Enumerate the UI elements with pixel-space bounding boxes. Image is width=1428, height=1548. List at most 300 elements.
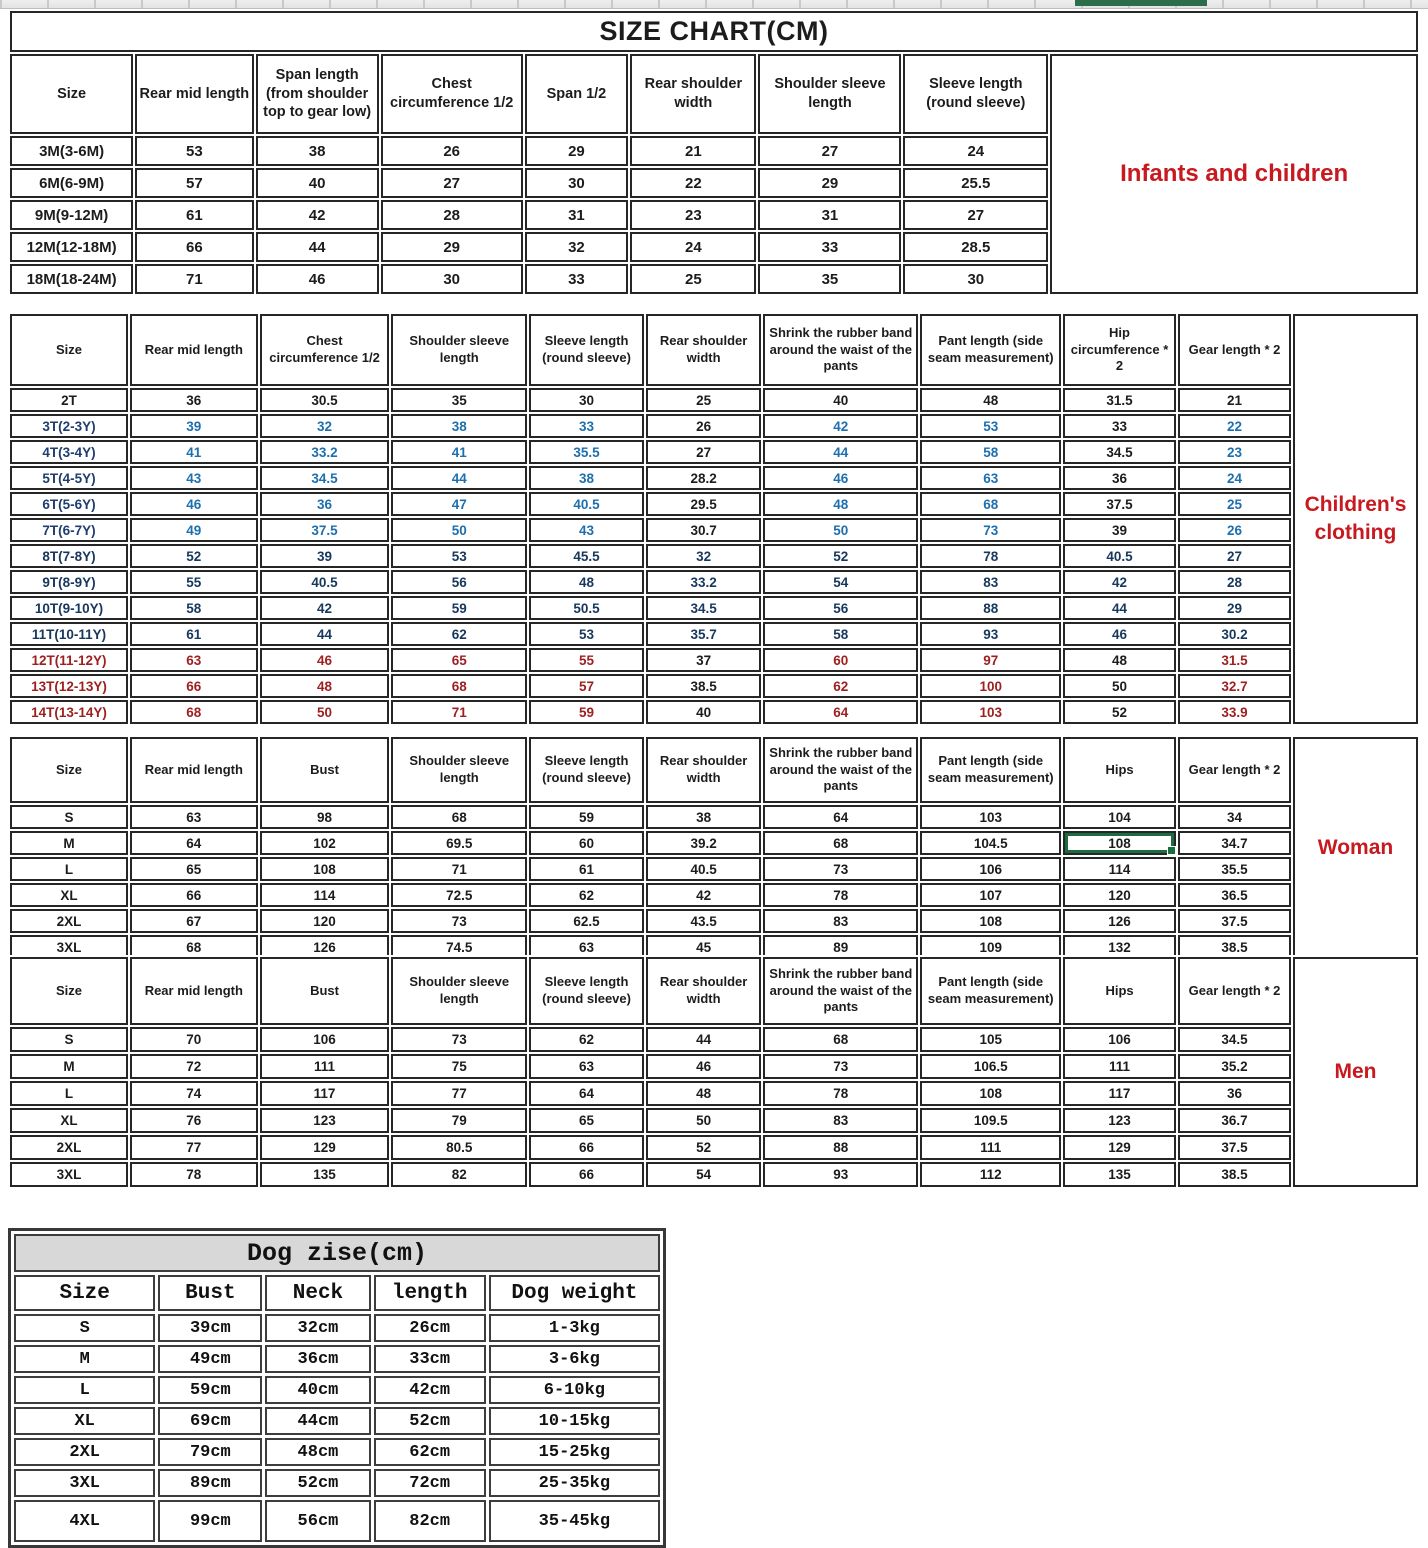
- size-value-cell: 50: [763, 518, 918, 542]
- size-value-cell: 39: [130, 414, 258, 438]
- table-row: [10, 518, 1418, 542]
- table-row: [10, 1162, 1418, 1187]
- size-value-cell: 123: [260, 1108, 390, 1133]
- column-header: Rear shoulder width: [630, 54, 756, 134]
- size-value-cell: 31: [525, 200, 629, 230]
- size-value-cell: 42: [256, 200, 379, 230]
- size-value-cell: 30.5: [260, 388, 390, 412]
- size-value-cell: 126: [1063, 909, 1176, 933]
- size-value-cell: 70: [130, 1027, 258, 1052]
- size-value-cell: 33.2: [260, 440, 390, 464]
- size-value-cell: 82: [391, 1162, 527, 1187]
- size-value-cell: 37.5: [260, 518, 390, 542]
- size-value-cell: 38.5: [646, 674, 761, 698]
- size-value-cell: 93: [920, 622, 1061, 646]
- row-size-label: M: [14, 1345, 155, 1373]
- size-value-cell: 31: [758, 200, 901, 230]
- row-size-label: 3XL: [10, 935, 128, 959]
- table-row: [10, 805, 1418, 829]
- size-value-cell: 50: [646, 1108, 761, 1133]
- size-value-cell: 58: [920, 440, 1061, 464]
- size-value-cell: 44: [763, 440, 918, 464]
- size-value-cell: 106: [920, 857, 1061, 881]
- size-value-cell: 50: [391, 518, 527, 542]
- row-size-label: 4T(3-4Y): [10, 440, 128, 464]
- column-header: Rear shoulder width: [646, 314, 761, 386]
- row-size-label: 2XL: [10, 1135, 128, 1160]
- size-value-cell: 63: [529, 935, 644, 959]
- table-row: [10, 314, 1418, 386]
- size-value-cell: 29: [381, 232, 523, 262]
- size-value-cell: 22: [630, 168, 756, 198]
- size-value-cell: 34.5: [1063, 440, 1176, 464]
- size-value-cell: 42: [260, 596, 390, 620]
- size-value-cell: 44: [391, 466, 527, 490]
- column-header: Neck: [265, 1275, 370, 1311]
- size-value-cell: 28.2: [646, 466, 761, 490]
- size-value-cell: 33: [525, 264, 629, 294]
- category-label: Men: [1293, 957, 1418, 1187]
- size-value-cell: 111: [260, 1054, 390, 1079]
- men-size-table: [8, 955, 1420, 1189]
- size-value-cell: 103: [920, 700, 1061, 724]
- table-row: [10, 648, 1418, 672]
- category-label: Infants and children: [1050, 54, 1418, 294]
- table-row: [10, 737, 1418, 803]
- size-value-cell: 62.5: [529, 909, 644, 933]
- row-size-label: 9T(8-9Y): [10, 570, 128, 594]
- size-value-cell: 15-25kg: [489, 1438, 660, 1466]
- column-header: Shoulder sleeve length: [758, 54, 901, 134]
- size-value-cell: 42: [646, 883, 761, 907]
- size-value-cell: 37.5: [1178, 909, 1291, 933]
- size-value-cell: 32: [525, 232, 629, 262]
- column-header: Bust: [260, 737, 390, 803]
- size-value-cell: 46: [260, 648, 390, 672]
- size-value-cell: 35.5: [1178, 857, 1291, 881]
- table-row: [10, 883, 1418, 907]
- table-row: [14, 1469, 660, 1497]
- size-value-cell: 21: [630, 136, 756, 166]
- column-header: length: [374, 1275, 486, 1311]
- size-value-cell: 50: [1063, 674, 1176, 698]
- size-value-cell: 30.7: [646, 518, 761, 542]
- size-value-cell: 83: [763, 1108, 918, 1133]
- table-row: [10, 1081, 1418, 1106]
- size-value-cell: 64: [130, 831, 258, 855]
- table-row: [10, 674, 1418, 698]
- row-size-label: 6T(5-6Y): [10, 492, 128, 516]
- size-value-cell: 68: [391, 674, 527, 698]
- size-value-cell: 42cm: [374, 1376, 486, 1404]
- size-value-cell: 61: [135, 200, 253, 230]
- size-value-cell: 62cm: [374, 1438, 486, 1466]
- table-row: [14, 1275, 660, 1311]
- size-value-cell: 57: [529, 674, 644, 698]
- column-header: Gear length * 2: [1178, 314, 1291, 386]
- size-value-cell: 89: [763, 935, 918, 959]
- size-value-cell: 63: [130, 805, 258, 829]
- table-row: [14, 1345, 660, 1373]
- column-header: Sleeve length (round sleeve): [529, 957, 644, 1025]
- size-value-cell: 48: [763, 492, 918, 516]
- size-value-cell: 103: [920, 805, 1061, 829]
- size-value-cell: 78: [763, 1081, 918, 1106]
- size-value-cell: 52cm: [265, 1469, 370, 1497]
- size-value-cell: 32: [646, 544, 761, 568]
- size-value-cell: 132: [1063, 935, 1176, 959]
- size-value-cell: 129: [260, 1135, 390, 1160]
- column-header: Size: [14, 1275, 155, 1311]
- table-row: [10, 957, 1418, 1025]
- size-value-cell: 52: [130, 544, 258, 568]
- size-value-cell: 27: [381, 168, 523, 198]
- size-value-cell: 42: [1063, 570, 1176, 594]
- row-size-label: 12M(12-18M): [10, 232, 133, 262]
- size-value-cell: 40.5: [1063, 544, 1176, 568]
- row-size-label: 9M(9-12M): [10, 200, 133, 230]
- size-value-cell: 59: [529, 700, 644, 724]
- size-value-cell: 64: [529, 1081, 644, 1106]
- size-value-cell: 36: [260, 492, 390, 516]
- row-size-label: L: [10, 1081, 128, 1106]
- size-value-cell: 33: [1063, 414, 1176, 438]
- size-value-cell: 39: [1063, 518, 1176, 542]
- size-value-cell: 26: [1178, 518, 1291, 542]
- size-value-cell: 37: [646, 648, 761, 672]
- table-row: [10, 492, 1418, 516]
- size-value-cell: 107: [920, 883, 1061, 907]
- table-row: [10, 700, 1418, 724]
- size-value-cell: 6-10kg: [489, 1376, 660, 1404]
- infants-size-table: [8, 9, 1420, 296]
- size-value-cell: 35: [391, 388, 527, 412]
- size-value-cell: 77: [130, 1135, 258, 1160]
- size-value-cell: 38.5: [1178, 1162, 1291, 1187]
- size-value-cell: 28.5: [903, 232, 1048, 262]
- size-value-cell: 56: [763, 596, 918, 620]
- column-header: Bust: [158, 1275, 262, 1311]
- size-value-cell: 78: [763, 883, 918, 907]
- size-value-cell: 52cm: [374, 1407, 486, 1435]
- size-value-cell: 50.5: [529, 596, 644, 620]
- row-size-label: 18M(18-24M): [10, 264, 133, 294]
- size-value-cell: 63: [130, 648, 258, 672]
- row-size-label: M: [10, 1054, 128, 1079]
- size-value-cell: 40: [763, 388, 918, 412]
- size-value-cell: 1-3kg: [489, 1314, 660, 1342]
- size-value-cell: 129: [1063, 1135, 1176, 1160]
- spreadsheet-column-edge-strip: [0, 0, 1428, 9]
- size-value-cell: 56cm: [265, 1500, 370, 1542]
- size-value-cell: 120: [1063, 883, 1176, 907]
- size-value-cell: 32.7: [1178, 674, 1291, 698]
- row-size-label: 3M(3-6M): [10, 136, 133, 166]
- size-value-cell: 46: [130, 492, 258, 516]
- size-value-cell: 120: [260, 909, 390, 933]
- size-value-cell: 50: [260, 700, 390, 724]
- column-header: Gear length * 2: [1178, 957, 1291, 1025]
- table-row: [10, 596, 1418, 620]
- size-value-cell: 117: [1063, 1081, 1176, 1106]
- size-value-cell: 88: [763, 1135, 918, 1160]
- row-size-label: M: [10, 831, 128, 855]
- size-value-cell: 77: [391, 1081, 527, 1106]
- size-value-cell: 46: [1063, 622, 1176, 646]
- size-value-cell: 72: [130, 1054, 258, 1079]
- size-value-cell: 49cm: [158, 1345, 262, 1373]
- size-value-cell: 31.5: [1063, 388, 1176, 412]
- size-value-cell: 43: [529, 518, 644, 542]
- size-value-cell: 62: [529, 1027, 644, 1052]
- size-value-cell: 68: [763, 831, 918, 855]
- size-value-cell: 28: [381, 200, 523, 230]
- size-value-cell: 44: [260, 622, 390, 646]
- size-value-cell: 53: [920, 414, 1061, 438]
- size-value-cell: 40.5: [260, 570, 390, 594]
- size-value-cell: 106: [260, 1027, 390, 1052]
- size-value-cell: 32: [260, 414, 390, 438]
- size-value-cell: 53: [135, 136, 253, 166]
- size-value-cell: 52: [646, 1135, 761, 1160]
- size-value-cell: 44: [1063, 596, 1176, 620]
- size-value-cell: 97: [920, 648, 1061, 672]
- size-value-cell: 33: [758, 232, 901, 262]
- size-value-cell: 111: [1063, 1054, 1176, 1079]
- size-value-cell: 34: [1178, 805, 1291, 829]
- size-value-cell: 24: [903, 136, 1048, 166]
- table-row: [10, 440, 1418, 464]
- column-header: Shoulder sleeve length: [391, 957, 527, 1025]
- size-value-cell: 27: [1178, 544, 1291, 568]
- size-value-cell: 73: [920, 518, 1061, 542]
- row-size-label: 2T: [10, 388, 128, 412]
- row-size-label: 11T(10-11Y): [10, 622, 128, 646]
- dog-table-title: Dog zise(cm): [14, 1234, 660, 1272]
- size-value-cell: 45.5: [529, 544, 644, 568]
- row-size-label: S: [14, 1314, 155, 1342]
- row-size-label: 2XL: [10, 909, 128, 933]
- size-value-cell: 25.5: [903, 168, 1048, 198]
- column-header: Sleeve length (round sleeve): [529, 737, 644, 803]
- size-value-cell: 26: [381, 136, 523, 166]
- size-value-cell: 34.7: [1178, 831, 1291, 855]
- column-header: Span length (from shoulder top to gear low): [256, 54, 379, 134]
- row-size-label: 6M(6-9M): [10, 168, 133, 198]
- column-header: Size: [10, 314, 128, 386]
- column-header: Hip circumference * 2: [1063, 314, 1176, 386]
- size-value-cell: 112: [920, 1162, 1061, 1187]
- size-value-cell: 35.7: [646, 622, 761, 646]
- size-value-cell: 73: [763, 1054, 918, 1079]
- size-value-cell: 58: [763, 622, 918, 646]
- row-size-label: 5T(4-5Y): [10, 466, 128, 490]
- table-row: [10, 544, 1418, 568]
- size-value-cell: 64: [763, 805, 918, 829]
- size-value-cell: 48: [529, 570, 644, 594]
- size-value-cell: 23: [630, 200, 756, 230]
- size-value-cell: 55: [529, 648, 644, 672]
- size-value-cell: 98: [260, 805, 390, 829]
- size-value-cell: 36cm: [265, 1345, 370, 1373]
- size-value-cell: 65: [130, 857, 258, 881]
- column-header: Hips: [1063, 737, 1176, 803]
- size-value-cell: 83: [920, 570, 1061, 594]
- size-value-cell: 65: [529, 1108, 644, 1133]
- excel-selection-artifact: [1075, 0, 1207, 6]
- size-value-cell: 48: [260, 674, 390, 698]
- size-value-cell: 44cm: [265, 1407, 370, 1435]
- size-value-cell: 67: [130, 909, 258, 933]
- size-value-cell: 106: [1063, 1027, 1176, 1052]
- size-value-cell: 36: [1063, 466, 1176, 490]
- column-header: Shrink the rubber band around the waist of the pants: [763, 314, 918, 386]
- size-value-cell: 40.5: [646, 857, 761, 881]
- row-size-label: S: [10, 805, 128, 829]
- size-value-cell: 71: [391, 857, 527, 881]
- column-header: Sleeve length (round sleeve): [529, 314, 644, 386]
- size-value-cell: 99cm: [158, 1500, 262, 1542]
- size-value-cell: 21: [1178, 388, 1291, 412]
- size-value-cell: 63: [920, 466, 1061, 490]
- row-size-label: 2XL: [14, 1438, 155, 1466]
- column-header: Pant length (side seam measurement): [920, 737, 1061, 803]
- size-value-cell: 64: [763, 700, 918, 724]
- size-value-cell: 66: [135, 232, 253, 262]
- size-value-cell: 25: [1178, 492, 1291, 516]
- size-value-cell: 34.5: [1178, 1027, 1291, 1052]
- column-header: Sleeve length (round sleeve): [903, 54, 1048, 134]
- size-value-cell: 57: [135, 168, 253, 198]
- size-value-cell: 114: [260, 883, 390, 907]
- column-header: Pant length (side seam measurement): [920, 314, 1061, 386]
- table-row: [10, 388, 1418, 412]
- size-value-cell: 53: [529, 622, 644, 646]
- size-value-cell: 36.5: [1178, 883, 1291, 907]
- row-size-label: 3T(2-3Y): [10, 414, 128, 438]
- size-value-cell: 106.5: [920, 1054, 1061, 1079]
- size-value-cell: 61: [529, 857, 644, 881]
- size-value-cell: 53: [391, 544, 527, 568]
- size-value-cell: 108: [920, 1081, 1061, 1106]
- size-value-cell: 30: [525, 168, 629, 198]
- size-value-cell: 68: [391, 805, 527, 829]
- size-value-cell: 66: [130, 883, 258, 907]
- size-value-cell: 59cm: [158, 1376, 262, 1404]
- table-row: [10, 1135, 1418, 1160]
- size-value-cell: 29: [1178, 596, 1291, 620]
- column-header: Rear mid length: [130, 957, 258, 1025]
- size-value-cell: 33.9: [1178, 700, 1291, 724]
- size-value-cell: 80.5: [391, 1135, 527, 1160]
- row-size-label: 8T(7-8Y): [10, 544, 128, 568]
- column-header: Span 1/2: [525, 54, 629, 134]
- size-value-cell: 68: [920, 492, 1061, 516]
- size-value-cell: 28: [1178, 570, 1291, 594]
- size-value-cell: 44: [256, 232, 379, 262]
- category-label: Woman: [1293, 737, 1418, 959]
- row-size-label: XL: [10, 1108, 128, 1133]
- column-header: Chest circumference 1/2: [260, 314, 390, 386]
- table-row: [10, 857, 1418, 881]
- row-size-label: 3XL: [14, 1469, 155, 1497]
- size-value-cell: 37.5: [1063, 492, 1176, 516]
- size-value-cell: 25: [646, 388, 761, 412]
- page-title: SIZE CHART(CM): [10, 11, 1418, 52]
- size-value-cell: 62: [529, 883, 644, 907]
- size-value-cell: 31.5: [1178, 648, 1291, 672]
- size-value-cell: 39: [260, 544, 390, 568]
- size-value-cell: 78: [130, 1162, 258, 1187]
- size-value-cell: 54: [646, 1162, 761, 1187]
- selected-cell: 108: [1063, 831, 1176, 855]
- table-row: [14, 1500, 660, 1542]
- size-value-cell: 60: [529, 831, 644, 855]
- size-value-cell: 44: [646, 1027, 761, 1052]
- size-value-cell: 33cm: [374, 1345, 486, 1373]
- size-value-cell: 66: [529, 1135, 644, 1160]
- size-value-cell: 30.2: [1178, 622, 1291, 646]
- size-value-cell: 48cm: [265, 1438, 370, 1466]
- size-value-cell: 25: [630, 264, 756, 294]
- size-value-cell: 49: [130, 518, 258, 542]
- row-size-label: 10T(9-10Y): [10, 596, 128, 620]
- size-value-cell: 36: [130, 388, 258, 412]
- size-value-cell: 38: [529, 466, 644, 490]
- children-size-table: [8, 312, 1420, 726]
- table-row: [10, 1108, 1418, 1133]
- size-value-cell: 109: [920, 935, 1061, 959]
- size-value-cell: 29: [525, 136, 629, 166]
- table-row: [10, 570, 1418, 594]
- size-value-cell: 46: [763, 466, 918, 490]
- size-value-cell: 117: [260, 1081, 390, 1106]
- size-value-cell: 35-45kg: [489, 1500, 660, 1542]
- table-row: [14, 1314, 660, 1342]
- size-value-cell: 27: [903, 200, 1048, 230]
- size-value-cell: 73: [763, 857, 918, 881]
- size-value-cell: 108: [920, 909, 1061, 933]
- table-row: [10, 11, 1418, 52]
- row-size-label: 3XL: [10, 1162, 128, 1187]
- dog-size-table: [8, 1228, 666, 1548]
- size-value-cell: 48: [920, 388, 1061, 412]
- size-value-cell: 41: [391, 440, 527, 464]
- size-value-cell: 66: [130, 674, 258, 698]
- column-header: Hips: [1063, 957, 1176, 1025]
- size-value-cell: 29: [758, 168, 901, 198]
- size-value-cell: 78: [920, 544, 1061, 568]
- size-value-cell: 135: [1063, 1162, 1176, 1187]
- size-value-cell: 34.5: [260, 466, 390, 490]
- size-value-cell: 69.5: [391, 831, 527, 855]
- row-size-label: 12T(11-12Y): [10, 648, 128, 672]
- table-row: [10, 54, 1418, 134]
- size-value-cell: 79cm: [158, 1438, 262, 1466]
- size-value-cell: 39cm: [158, 1314, 262, 1342]
- size-value-cell: 46: [256, 264, 379, 294]
- table-row: [14, 1407, 660, 1435]
- size-value-cell: 43: [130, 466, 258, 490]
- table-row: [10, 466, 1418, 490]
- size-value-cell: 25-35kg: [489, 1469, 660, 1497]
- column-header: Pant length (side seam measurement): [920, 957, 1061, 1025]
- size-value-cell: 39.2: [646, 831, 761, 855]
- size-value-cell: 36: [1178, 1081, 1291, 1106]
- size-value-cell: 59: [391, 596, 527, 620]
- size-value-cell: 37.5: [1178, 1135, 1291, 1160]
- column-header: Shrink the rubber band around the waist of the pants: [763, 737, 918, 803]
